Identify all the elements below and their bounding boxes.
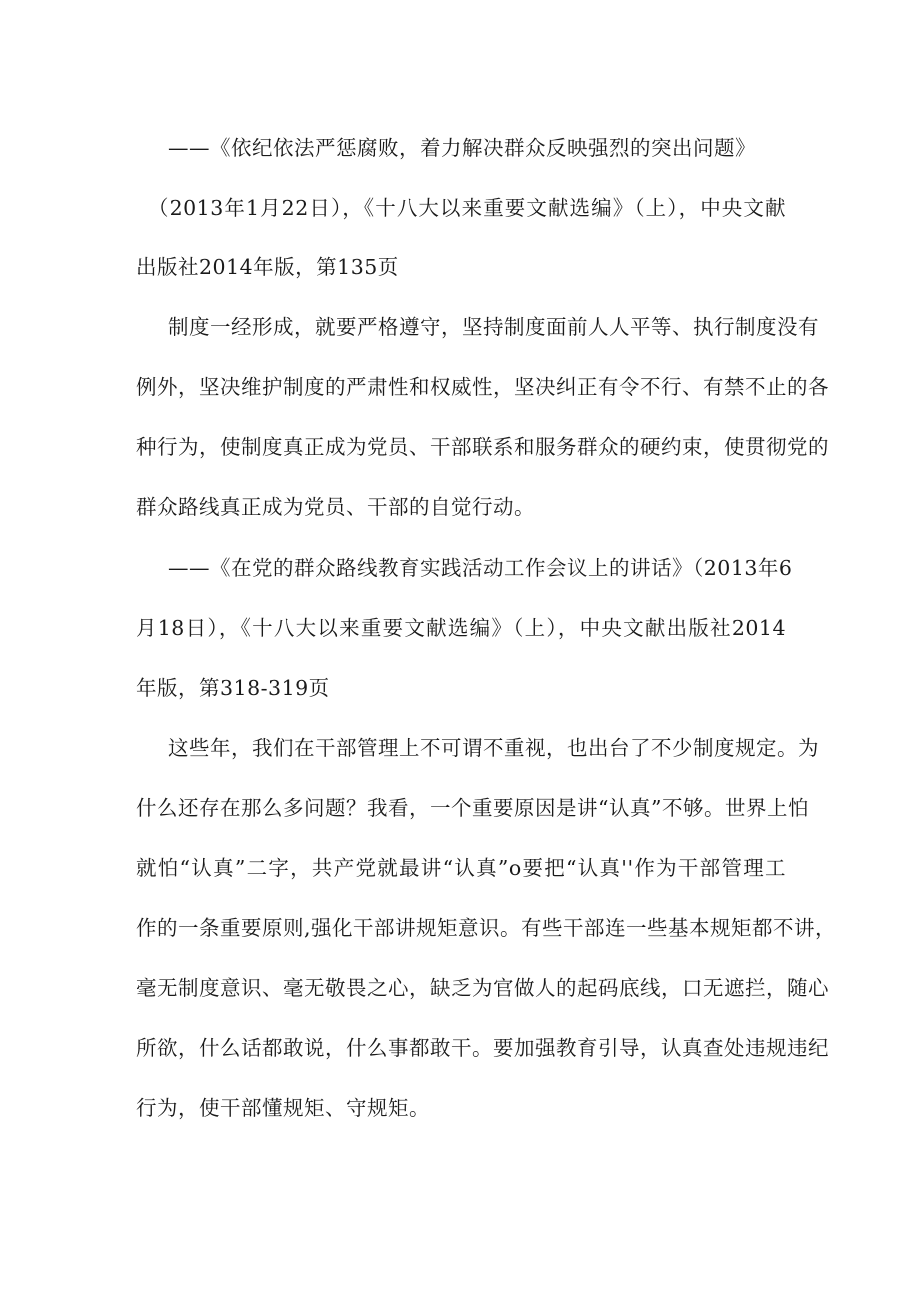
- citation-2-line-2: 月18日），《十八大以来重要文献选编》（上），中央文献出版社2014: [136, 616, 786, 640]
- paragraph-2-line-4: 作的一条重要原则,强化干部讲规矩意识。有些干部连一些基本规矩都不讲，: [136, 916, 837, 940]
- paragraph-2-line-7: 行为，使干部懂规矩、守规矩。: [136, 1096, 430, 1120]
- paragraph-2-line-5: 毫无制度意识、毫无敬畏之心，缺乏为官做人的起码底线，口无遮拦，随心: [136, 976, 829, 1000]
- paragraph-2-line-6: 所欲，什么话都敢说，什么事都敢干。要加强教育引导，认真查处违规违纪: [136, 1036, 829, 1060]
- paragraph-2-line-3: 就怕“认真”二字，共产党就最讲“认真”o要把“认真''作为干部管理工: [136, 856, 786, 880]
- paragraph-1-line-3: 种行为，使制度真正成为党员、干部联系和服务群众的硬约束，使贯彻党的: [136, 435, 829, 459]
- citation-1-line-2: （2013年1月22日），《十八大以来重要文献选编》（上），中央文献: [148, 196, 786, 220]
- paragraph-1-line-1: 制度一经形成，就要严格遵守，坚持制度面前人人平等、执行制度没有: [168, 315, 819, 339]
- citation-2-line-1: ——《在党的群众路线教育实践活动工作会议上的讲话》（2013年6: [168, 556, 793, 580]
- paragraph-2-line-1: 这些年，我们在干部管理上不可谓不重视，也出台了不少制度规定。为: [168, 736, 819, 760]
- paragraph-2-line-2: 什么还存在那么多问题？我看，一个重要原因是讲“认真”不够。世界上怕: [136, 796, 809, 820]
- citation-2-line-3: 年版，第318-319页: [136, 676, 330, 700]
- paragraph-1-line-2: 例外，坚决维护制度的严肃性和权威性，坚决纠正有令不行、有禁不止的各: [136, 375, 829, 399]
- citation-1-line-1: ——《依纪依法严惩腐败，着力解决群众反映强烈的突出问题》: [168, 136, 756, 160]
- citation-1-line-3: 出版社2014年版，第135页: [136, 255, 399, 279]
- paragraph-1-line-4: 群众路线真正成为党员、干部的自觉行动。: [136, 495, 535, 519]
